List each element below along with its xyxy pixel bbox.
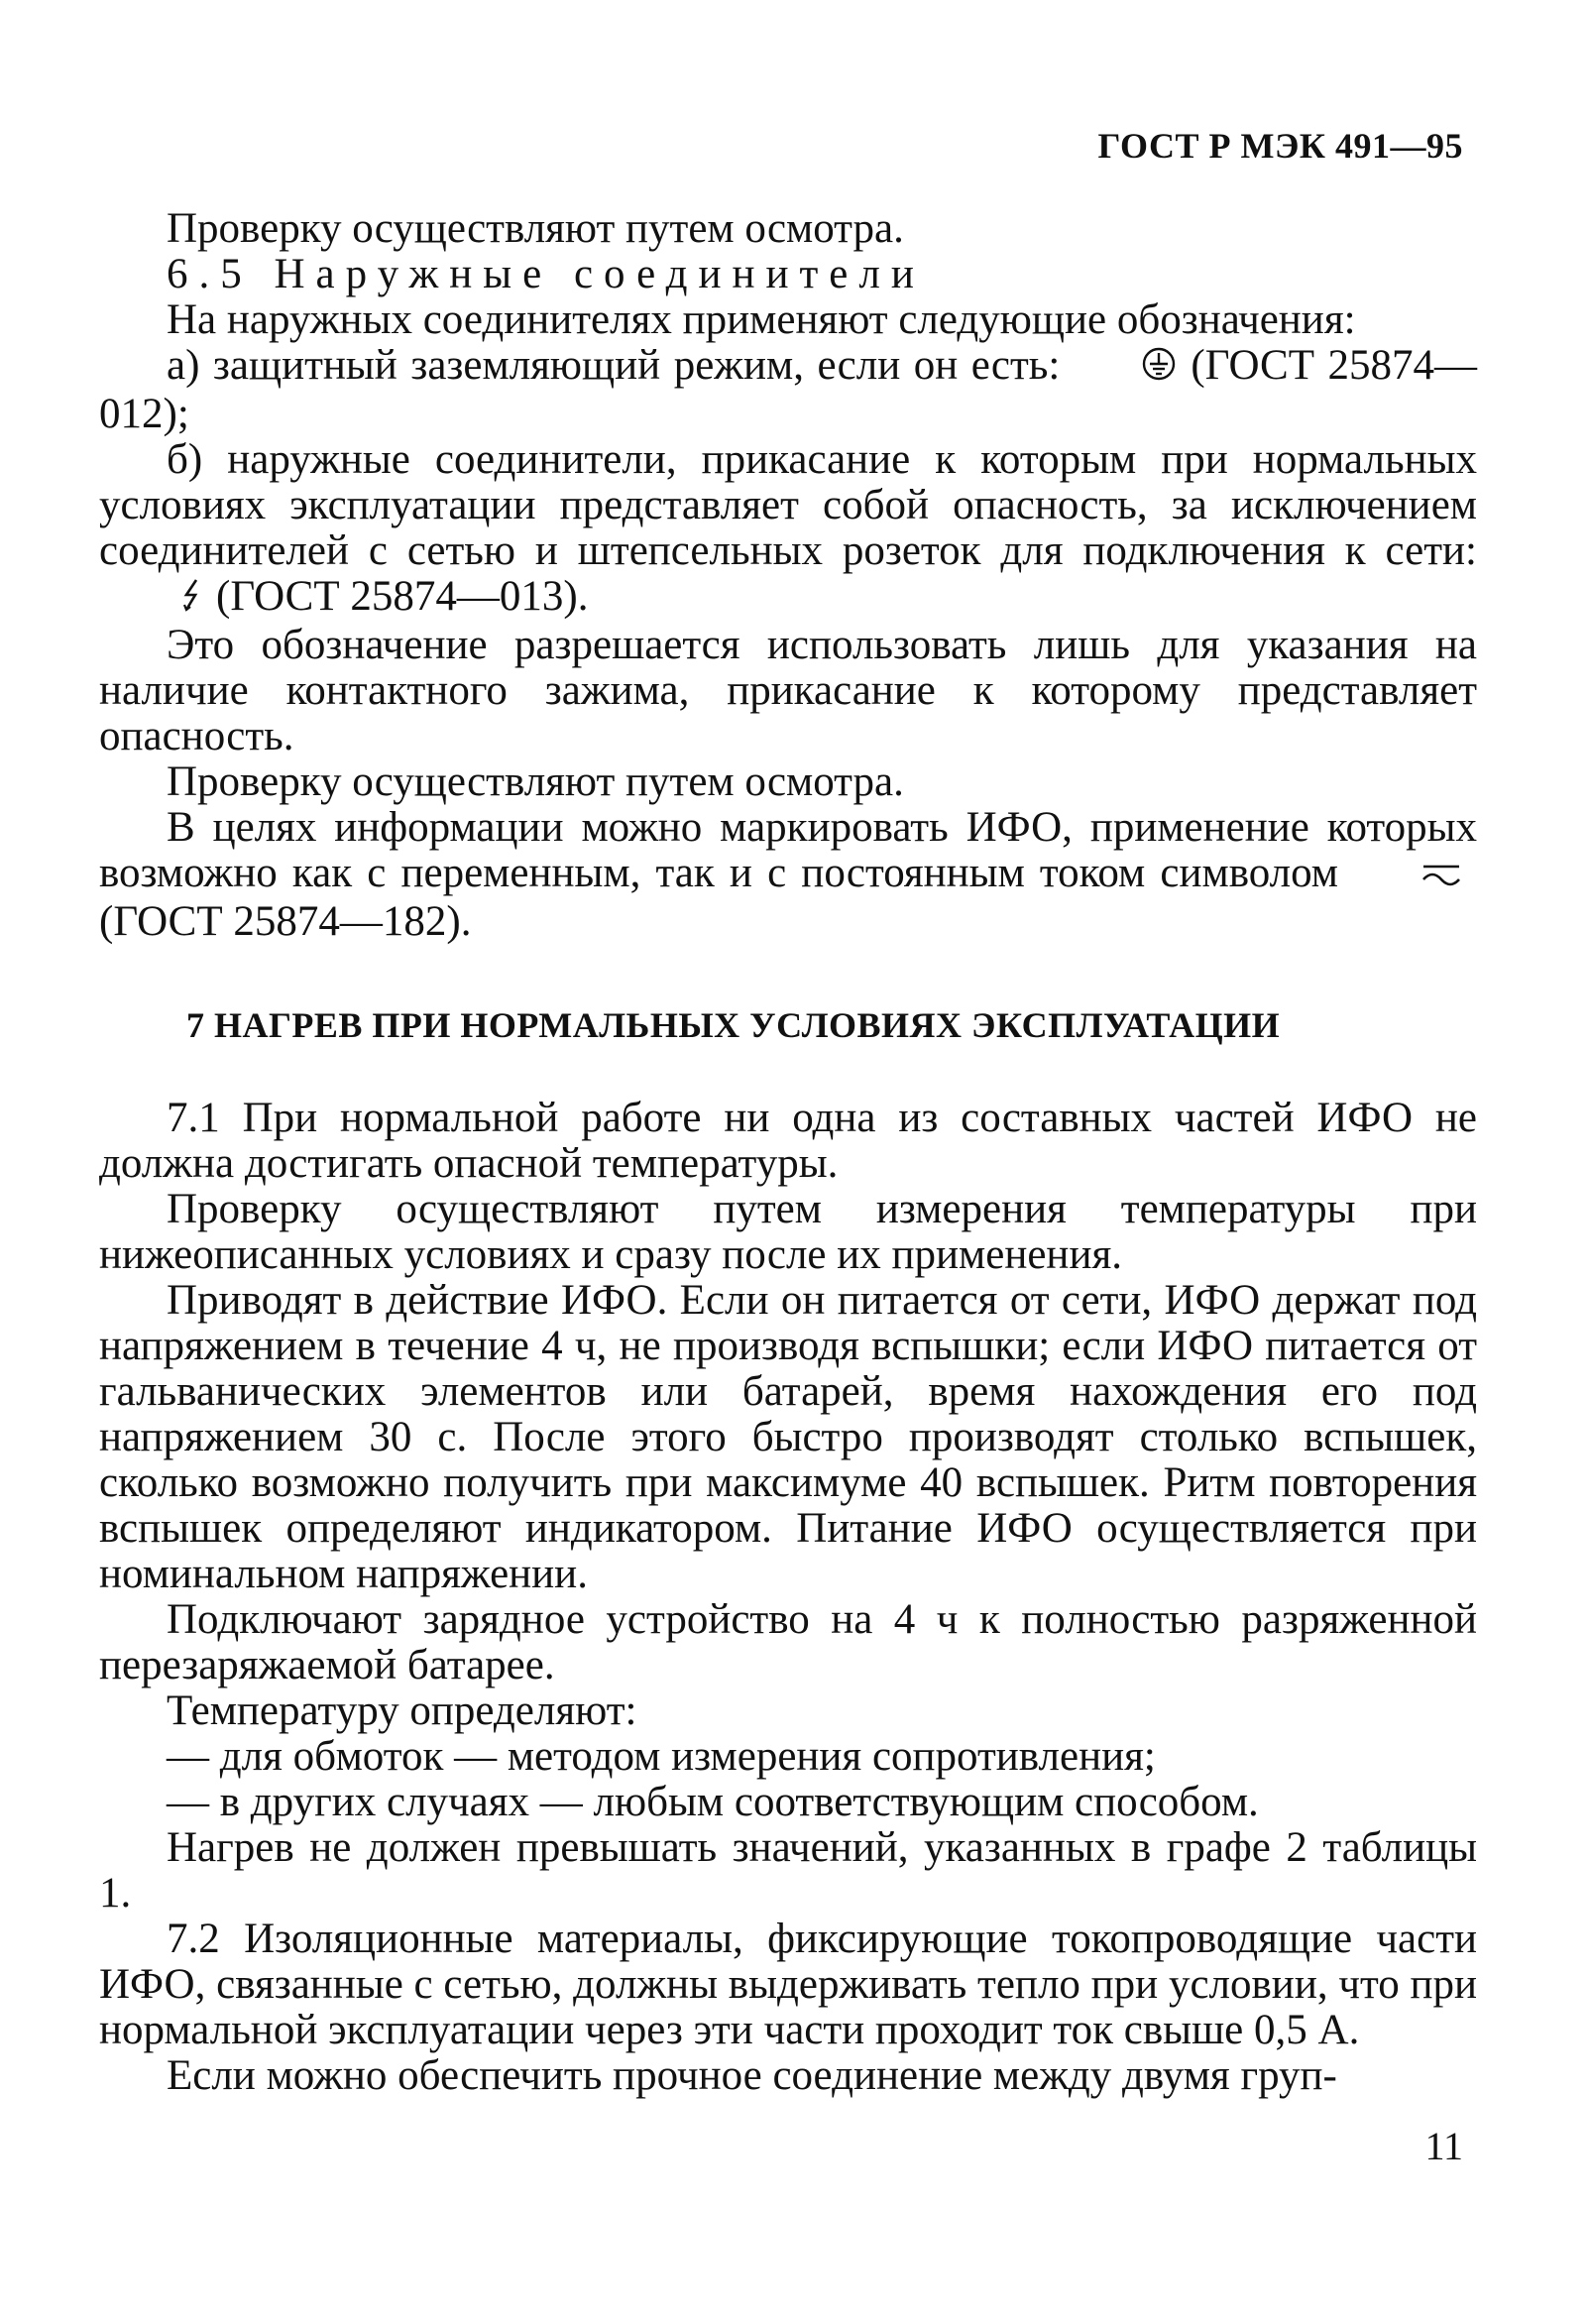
list-item: — для обмоток — методом измерения сопротивления; (167, 1733, 1156, 1781)
paragraph: Подключают зарядное устройство на 4 ч к полностью разряженной перезаряжаемой батарее. (99, 1596, 1477, 1689)
document-id-header: ГОСТ Р МЭК 491—95 (1097, 126, 1463, 166)
list-item (99, 437, 1477, 623)
list-item: — в других случаях — любым соответствующим способом. (167, 1779, 1259, 1826)
list-item-text: б) наружные соединители, прикасание к которым при нормальных условиях эксплуатации представляет собой опасность, за исключением соединителей с сетью и штепсельных розеток для подключения к сети: (99, 436, 1477, 575)
paragraph: 7.1 При нормальной работе ни одна из составных частей ИФО не должна достигать опасной температуры. (99, 1095, 1477, 1188)
list-item-reference: (ГОСТ 25874—012); (99, 342, 1477, 438)
paragraph-reference: (ГОСТ 25874—182). (99, 898, 472, 946)
paragraph: Проверку осуществляют путем осмотра. (167, 205, 904, 252)
paragraph: Приводят в действие ИФО. Если он питается от сети, ИФО держат под напряжением в течение 4 ч, не производя вспышки; если ИФО питается от гальванических элементов или батарей, время нахождения его под напряжением 30 с. После этого быстро производят столько вспышек, сколько возможно получить при максимуме 40 вспышек. Ритм повторения вспышек определяют индикатором. Питание ИФО осуществляется при номинальном напряжении. (99, 1277, 1477, 1598)
section-heading: 7 НАГРЕВ ПРИ НОРМАЛЬНЫХ УСЛОВИЯХ ЭКСПЛУАТАЦИИ (186, 1005, 1281, 1046)
paragraph: Проверку осуществляют путем измерения температуры при нижеописанных условиях и сразу после их применения. (99, 1186, 1477, 1279)
list-item (99, 343, 1477, 437)
ac-dc-icon (1352, 854, 1463, 899)
paragraph: Если можно обеспечить прочное соединение между двумя груп- (167, 2052, 1337, 2100)
paragraph: 7.2 Изоляционные материалы, фиксирующие токопроводящие части ИФО, связанные с сетью, должны выдерживать тепло при условии, что при нормальной эксплуатации через эти части проходит ток свыше 0,5 А. (99, 1916, 1477, 2054)
paragraph: Температуру определяют: (167, 1687, 637, 1735)
paragraph (99, 805, 1477, 945)
subsection-title: 6.5 Наружные соединители (167, 251, 925, 297)
page-body (99, 206, 1477, 2099)
list-item-text: а) защитный заземляющий режим, если он есть: (167, 342, 1061, 389)
lightning-icon (113, 577, 202, 623)
paragraph: На наружных соединителях применяют следующие обозначения: (167, 296, 1356, 343)
page-number: 11 (1424, 2124, 1463, 2168)
paragraph-text: В целях информации можно маркировать ИФО, применение которых возможно как с переменным, так и с постоянным током символом (99, 804, 1477, 897)
list-item-reference: (ГОСТ 25874—013). (216, 573, 589, 621)
paragraph: Нагрев не должен превышать значений, указанных в графе 2 таблицы 1. (99, 1824, 1477, 1917)
protective-earth-icon (1074, 346, 1177, 392)
paragraph: Это обозначение разрешается использовать лишь для указания на наличие контактного зажима, прикасание к которому представляет опасность. (99, 622, 1477, 760)
paragraph: Проверку осуществляют путем осмотра. (167, 758, 904, 806)
